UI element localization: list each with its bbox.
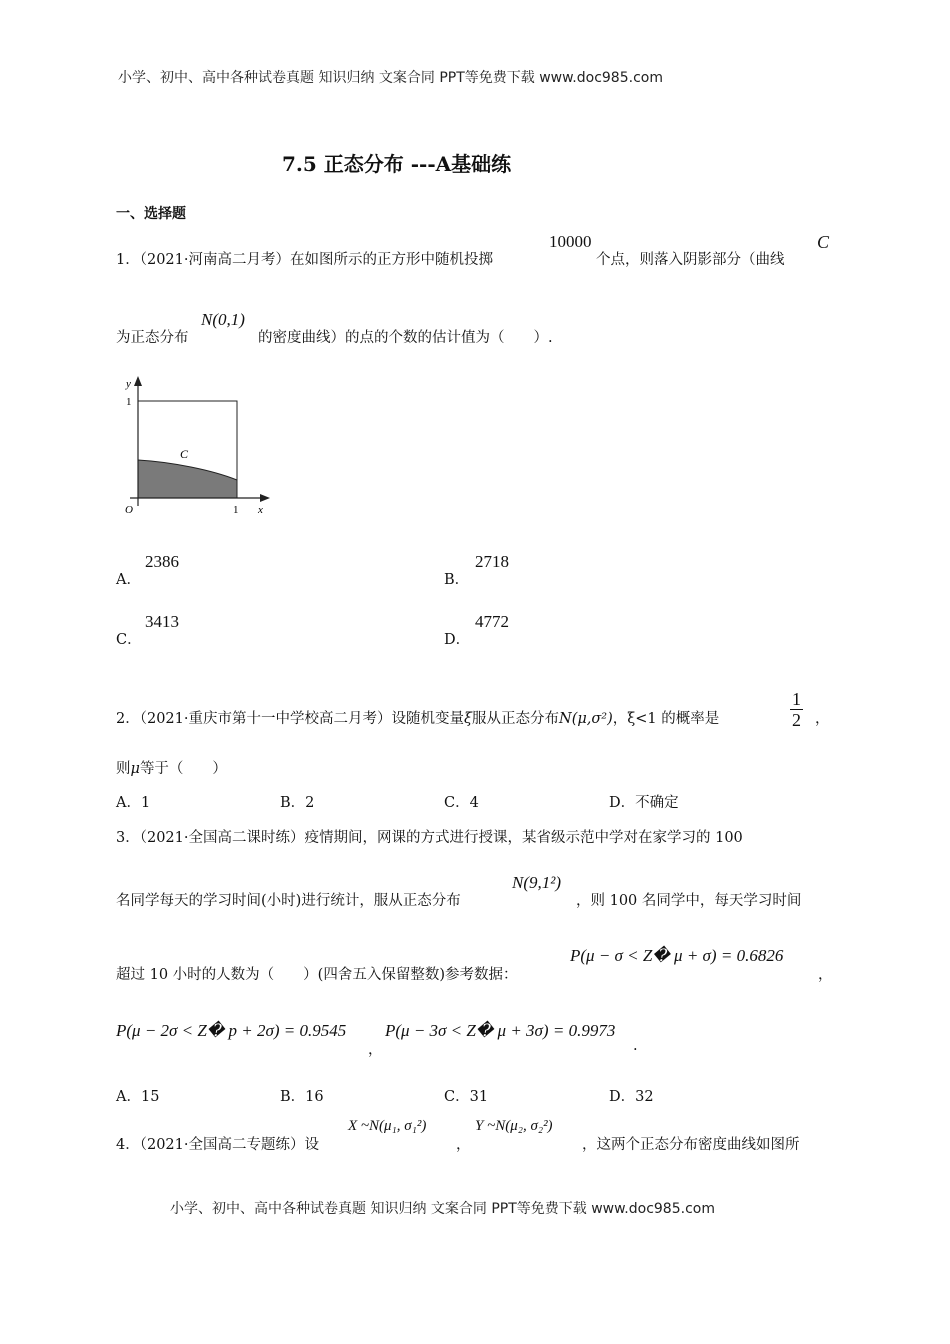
fraction-numerator: 1: [792, 689, 801, 709]
question-text: 超过 10 小时的人数为（ ）(四舍五入保留整数)参考数据：: [116, 967, 518, 983]
distribution-y: Y ~N(μ₂, σ₂²): [475, 1118, 553, 1134]
option-label: A．: [116, 1089, 141, 1105]
option-d-value: 4772: [475, 612, 509, 631]
option-label: B．: [280, 795, 306, 811]
option-value: 2: [305, 795, 315, 811]
question-2-line-1: [116, 707, 719, 728]
option-value: 1: [140, 795, 151, 811]
option-a: [116, 1085, 159, 1106]
option-value: 31: [469, 1089, 489, 1105]
option-label: A．: [116, 795, 141, 811]
reference-formula-3: P(μ − 3σ < Z� μ + 3σ) = 0.9973: [385, 1021, 616, 1040]
question-number: 1．: [116, 252, 140, 268]
section-heading: 一、选择题: [116, 206, 186, 222]
question-text: 设: [304, 1137, 319, 1153]
normal-curve-figure: [112, 372, 277, 520]
option-a-label: A．: [116, 572, 141, 588]
question-text: 为正态分布: [116, 330, 189, 346]
option-c: [444, 791, 479, 812]
question-number: 4．: [116, 1137, 140, 1153]
probability-fraction: [790, 690, 803, 731]
fraction-denominator: 2: [792, 710, 801, 730]
option-c: [444, 1085, 488, 1106]
question-text: 服从正态分布: [472, 711, 559, 727]
question-source: （2021·全国高二课时练）: [139, 830, 305, 846]
option-label: B．: [280, 1089, 306, 1105]
question-text: ，ξ<1 的概率是: [612, 711, 720, 727]
question-text: 个点，则落入阴影部分（曲线: [596, 252, 785, 268]
punctuation: ，: [818, 967, 833, 983]
question-text: 则: [116, 761, 131, 777]
question-2-line-2: [116, 757, 227, 778]
option-value: 4: [469, 795, 479, 811]
reference-formula-1: P(μ − σ < Z� μ + σ) = 0.6826: [570, 946, 784, 965]
reference-formula-2: P(μ − 2σ < Z� p + 2σ) = 0.9545: [116, 1021, 347, 1040]
question-text: 的密度曲线）的点的个数的估计值为（ ）.: [258, 330, 553, 346]
curve-label: C: [180, 447, 189, 461]
option-d-label: D．: [444, 632, 471, 648]
option-b-value: 2718: [475, 552, 509, 571]
option-b: [280, 1085, 324, 1106]
origin-label: O: [125, 504, 133, 516]
point-count: 10000: [549, 232, 592, 251]
option-value: 15: [140, 1089, 160, 1105]
distribution-notation: N(μ,σ²): [559, 711, 613, 727]
option-d: [609, 791, 679, 812]
question-text: ，则 100 名同学中，每天学习时间: [576, 893, 802, 909]
option-label: C．: [444, 1089, 470, 1105]
distribution-x: X ~N(μ₁, σ₁²): [348, 1118, 427, 1134]
page-header: 小学、初中、高中各种试卷真题 知识归纳 文案合同 PPT等免费下载 www.doc985.com: [118, 70, 663, 86]
variable-mu: μ: [130, 761, 140, 777]
page-footer: 小学、初中、高中各种试卷真题 知识归纳 文案合同 PPT等免费下载 www.doc985.com: [170, 1201, 715, 1217]
punctuation: .: [633, 1038, 638, 1054]
question-text: 疫情期间，网课的方式进行授课，某省级示范中学对在家学习的 100: [304, 830, 743, 846]
option-a: [116, 791, 150, 812]
option-c-label: C．: [116, 632, 142, 648]
question-3-line-1: [116, 826, 743, 847]
question-number: 2．: [116, 711, 140, 727]
shaded-region: [138, 460, 237, 498]
y-tick-label: 1: [126, 396, 132, 408]
question-text: ，: [815, 711, 830, 727]
option-a-value: 2386: [145, 552, 179, 571]
question-text: ，这两个正态分布密度曲线如图所: [582, 1137, 800, 1153]
question-text: 等于（ ）: [139, 761, 227, 777]
question-text: 设随机变量: [391, 711, 464, 727]
option-label: C．: [444, 795, 470, 811]
option-value: 32: [635, 1089, 654, 1105]
option-label: D．: [609, 795, 636, 811]
x-axis-arrow: [260, 494, 270, 502]
punctuation: ，: [368, 1042, 383, 1058]
x-axis-label: x: [258, 504, 263, 516]
option-label: D．: [609, 1089, 636, 1105]
page-title: 7.5 正态分布 ---A基础练: [282, 152, 512, 176]
y-axis-arrow: [134, 376, 142, 386]
question-number: 3．: [116, 830, 140, 846]
option-c-value: 3413: [145, 612, 179, 631]
question-text: 名同学每天的学习时间(小时)进行统计，服从正态分布: [116, 893, 461, 909]
question-text: 在如图所示的正方形中随机投掷: [290, 252, 493, 268]
question-source: （2021·重庆市第十一中学校高二月考）: [139, 711, 392, 727]
variable-xi: ξ: [464, 711, 472, 727]
question-source: （2021·全国高二专题练）: [139, 1137, 305, 1153]
x-tick-label: 1: [233, 504, 239, 516]
distribution-notation: N(0,1): [201, 310, 245, 329]
option-b: [280, 791, 314, 812]
punctuation: ，: [456, 1137, 471, 1153]
question-4-line-1: [116, 1133, 319, 1154]
option-value: 16: [305, 1089, 324, 1105]
option-value: 不确定: [635, 795, 679, 811]
question-1-line-1: [116, 248, 493, 269]
curve-label: C: [817, 232, 830, 252]
option-d: [609, 1085, 654, 1106]
distribution-notation: N(9,1²): [512, 873, 562, 892]
question-source: （2021·河南高二月考）: [139, 252, 290, 268]
y-axis-label: y: [126, 378, 131, 390]
option-b-label: B．: [444, 572, 470, 588]
